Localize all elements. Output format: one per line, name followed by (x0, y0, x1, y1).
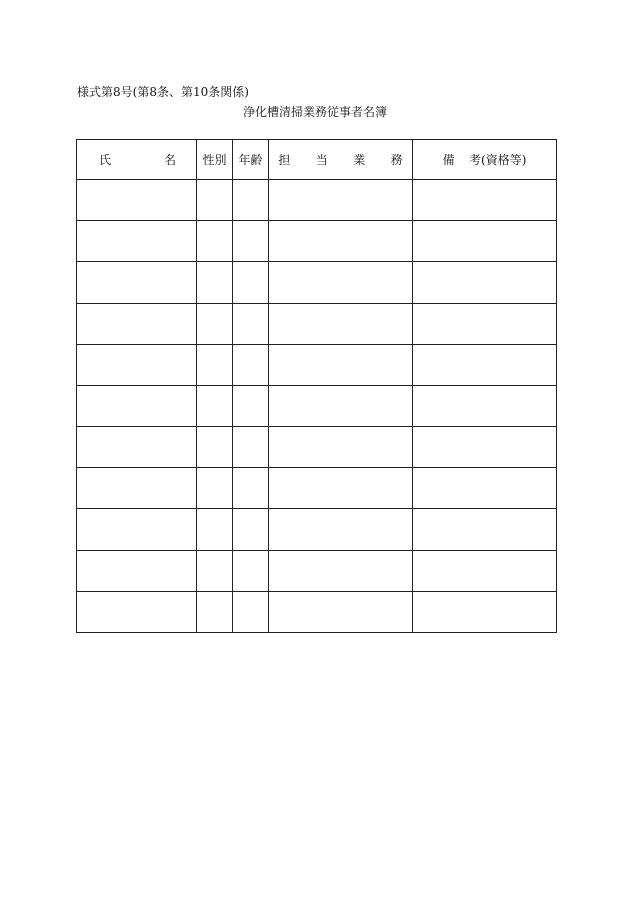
gender-cell[interactable] (197, 385, 233, 426)
remarks-cell[interactable] (413, 180, 557, 221)
name-cell[interactable] (77, 344, 197, 385)
header-remarks (413, 140, 557, 180)
table-row (77, 180, 557, 221)
duty-cell[interactable] (269, 180, 413, 221)
name-cell[interactable] (77, 385, 197, 426)
remarks-cell[interactable] (413, 509, 557, 550)
age-cell[interactable] (233, 385, 269, 426)
duty-cell[interactable] (269, 385, 413, 426)
remarks-cell[interactable] (413, 344, 557, 385)
table-row (77, 427, 557, 468)
name-cell[interactable] (77, 221, 197, 262)
name-cell[interactable] (77, 591, 197, 632)
name-cell[interactable] (77, 303, 197, 344)
age-cell[interactable] (233, 303, 269, 344)
duty-cell[interactable] (269, 221, 413, 262)
age-cell[interactable] (233, 344, 269, 385)
duty-cell[interactable] (269, 303, 413, 344)
age-cell[interactable] (233, 180, 269, 221)
gender-cell[interactable] (197, 180, 233, 221)
name-cell[interactable] (77, 468, 197, 509)
header-name (77, 140, 197, 180)
gender-cell[interactable] (197, 262, 233, 303)
age-cell[interactable] (233, 427, 269, 468)
duty-cell[interactable] (269, 468, 413, 509)
age-cell[interactable] (233, 468, 269, 509)
table-row (77, 591, 557, 632)
table-body (77, 180, 557, 633)
age-cell[interactable] (233, 550, 269, 591)
name-cell[interactable] (77, 509, 197, 550)
form-number: 様式第8号(第8条、第10条関係) (77, 85, 249, 99)
table-row (77, 550, 557, 591)
gender-cell[interactable] (197, 427, 233, 468)
remarks-cell[interactable] (413, 221, 557, 262)
staff-register-table (76, 139, 557, 633)
header-gender: 性別 (197, 140, 233, 180)
remarks-cell[interactable] (413, 262, 557, 303)
header-name-part1: 氏 (99, 153, 112, 167)
gender-cell[interactable] (197, 591, 233, 632)
name-cell[interactable] (77, 550, 197, 591)
age-cell[interactable] (233, 221, 269, 262)
remarks-cell[interactable] (413, 550, 557, 591)
remarks-cell[interactable] (413, 591, 557, 632)
duty-cell[interactable] (269, 591, 413, 632)
duty-cell[interactable] (269, 262, 413, 303)
duty-cell[interactable] (269, 344, 413, 385)
header-name-part2: 名 (163, 153, 176, 167)
header-duty (269, 140, 413, 180)
gender-cell[interactable] (197, 344, 233, 385)
page-title: 浄化槽清掃業務従事者名簿 (242, 105, 387, 119)
header-duty-label: 担 当 業 務 (278, 153, 414, 167)
table-header-row (77, 140, 557, 180)
name-cell[interactable] (77, 427, 197, 468)
age-cell[interactable] (233, 262, 269, 303)
gender-cell[interactable] (197, 303, 233, 344)
name-cell[interactable] (77, 180, 197, 221)
duty-cell[interactable] (269, 427, 413, 468)
remarks-cell[interactable] (413, 303, 557, 344)
table-row (77, 509, 557, 550)
table-row (77, 221, 557, 262)
header-age: 年齢 (233, 140, 269, 180)
header-remarks-part2: 考(資格等) (469, 153, 527, 167)
gender-cell[interactable] (197, 468, 233, 509)
table-row (77, 303, 557, 344)
remarks-cell[interactable] (413, 385, 557, 426)
age-cell[interactable] (233, 509, 269, 550)
remarks-cell[interactable] (413, 468, 557, 509)
table-row (77, 468, 557, 509)
duty-cell[interactable] (269, 509, 413, 550)
duty-cell[interactable] (269, 550, 413, 591)
table-row (77, 262, 557, 303)
gender-cell[interactable] (197, 221, 233, 262)
header-remarks-part1: 備 (442, 153, 455, 167)
gender-cell[interactable] (197, 550, 233, 591)
table-row (77, 385, 557, 426)
remarks-cell[interactable] (413, 427, 557, 468)
table-row (77, 344, 557, 385)
age-cell[interactable] (233, 591, 269, 632)
gender-cell[interactable] (197, 509, 233, 550)
name-cell[interactable] (77, 262, 197, 303)
